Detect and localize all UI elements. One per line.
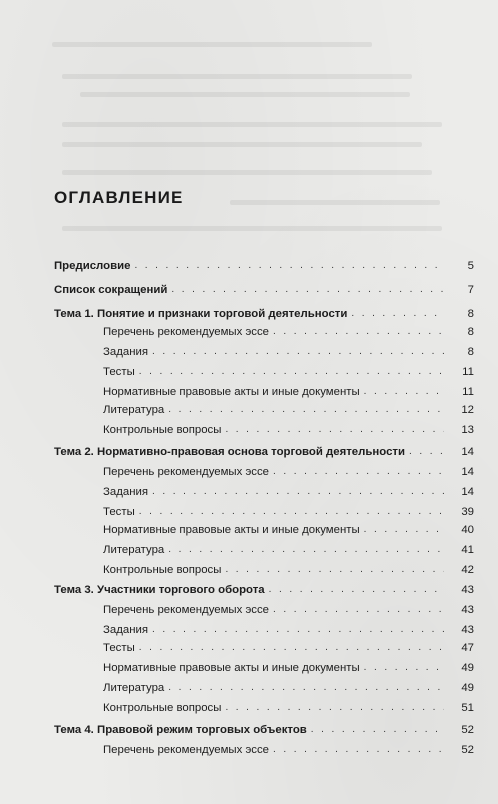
toc-entry-title: Литература [103, 682, 165, 694]
show-through-line [52, 42, 372, 47]
toc-entry-title: Задания [103, 624, 149, 636]
toc-entry-section [103, 637, 474, 655]
toc-entry-title: Задания [103, 486, 149, 498]
toc-page-number: 8 [467, 326, 474, 338]
toc-entry-section [103, 419, 474, 437]
toc-entry-chapter [54, 255, 474, 273]
toc-entry-chapter [54, 279, 474, 297]
dot-leader [273, 743, 444, 756]
toc-page-number: 43 [461, 584, 474, 596]
dot-leader [139, 641, 444, 654]
toc-entry-title: Тема 3. Участники торгового оборота [54, 584, 265, 596]
toc-page-number: 47 [461, 642, 474, 654]
toc-entry-title: Список сокращений [54, 284, 168, 296]
toc-entry-title: Литература [103, 544, 165, 556]
toc-page-number: 49 [461, 662, 474, 674]
toc-entry-section [103, 697, 474, 715]
toc-entry-section [103, 321, 474, 339]
dot-leader [364, 661, 444, 674]
toc-entry-section [103, 361, 474, 379]
toc-page-number: 12 [461, 404, 474, 416]
toc-page-number: 8 [467, 346, 474, 358]
toc-page-number: 40 [461, 524, 474, 536]
toc-entry-title: Предисловие [54, 260, 131, 272]
toc-entry-section [103, 399, 474, 417]
toc-page-number: 43 [461, 604, 474, 616]
toc-entry-section [103, 481, 474, 499]
toc-page-number: 52 [461, 744, 474, 756]
dot-leader [273, 325, 444, 338]
toc-entry-title: Перечень рекомендуемых эссе [103, 326, 270, 338]
dot-leader [225, 701, 444, 714]
show-through-line [230, 200, 440, 205]
toc-page-number: 7 [467, 284, 474, 296]
toc-entry-section [103, 519, 474, 537]
dot-leader [152, 345, 444, 358]
dot-leader [168, 543, 444, 556]
dot-leader [168, 403, 444, 416]
dot-leader [311, 723, 444, 736]
dot-leader [364, 385, 444, 398]
toc-entry-section [103, 677, 474, 695]
toc-entry-title: Перечень рекомендуемых эссе [103, 466, 270, 478]
toc-page-number: 13 [461, 424, 474, 436]
dot-leader [168, 681, 444, 694]
toc-entry-title: Задания [103, 346, 149, 358]
toc-entry-title: Контрольные вопросы [103, 702, 222, 714]
dot-leader [269, 583, 444, 596]
toc-page-number: 43 [461, 624, 474, 636]
toc-page-number: 52 [461, 724, 474, 736]
toc-page-number: 42 [461, 564, 474, 576]
dot-leader [139, 505, 444, 518]
toc-entry-title: Тема 4. Правовой режим торговых объектов [54, 724, 307, 736]
toc-page-number: 11 [462, 366, 474, 378]
dot-leader [351, 307, 444, 320]
dot-leader [225, 423, 444, 436]
dot-leader [152, 485, 444, 498]
toc-page-number: 49 [461, 682, 474, 694]
toc-entry-section [103, 657, 474, 675]
toc-page-number: 39 [461, 506, 474, 518]
toc-entry-title: Нормативные правовые акты и иные документы [103, 386, 360, 398]
toc-entry-title: Тесты [103, 366, 135, 378]
toc-entry-section [103, 599, 474, 617]
toc-entry-title: Перечень рекомендуемых эссе [103, 604, 270, 616]
toc-entry-section [103, 461, 474, 479]
toc-entry-title: Контрольные вопросы [103, 564, 222, 576]
toc-page-number: 14 [461, 446, 474, 458]
toc-page-number: 14 [461, 466, 474, 478]
toc-entry-section [103, 381, 474, 399]
show-through-line [62, 170, 432, 175]
toc-page-number: 51 [461, 702, 474, 714]
dot-leader [152, 623, 444, 636]
dot-leader [364, 523, 444, 536]
toc-entry-chapter [54, 303, 474, 321]
toc-entry-title: Тема 2. Нормативно-правовая основа торговой деятельности [54, 446, 405, 458]
dot-leader [225, 563, 444, 576]
toc-entry-chapter [54, 719, 474, 737]
toc-entry-title: Тесты [103, 642, 135, 654]
toc-page-number: 14 [461, 486, 474, 498]
toc-page-number: 5 [467, 260, 474, 272]
toc-page-number: 41 [461, 544, 474, 556]
dot-leader [171, 283, 444, 296]
toc-entry-title: Контрольные вопросы [103, 424, 222, 436]
show-through-line [62, 142, 422, 147]
toc-entry-title: Нормативные правовые акты и иные документы [103, 524, 360, 536]
toc-entry-title: Тесты [103, 506, 135, 518]
toc-entry-section [103, 501, 474, 519]
dot-leader [139, 365, 444, 378]
show-through-line [62, 74, 412, 79]
toc-entry-title: Перечень рекомендуемых эссе [103, 744, 270, 756]
toc-entry-title: Нормативные правовые акты и иные документы [103, 662, 360, 674]
toc-entry-section [103, 739, 474, 757]
toc-entry-section [103, 341, 474, 359]
toc-entry-chapter [54, 579, 474, 597]
show-through-line [62, 226, 442, 231]
dot-leader [134, 259, 444, 272]
show-through-line [62, 122, 442, 127]
toc-entry-section [103, 559, 474, 577]
toc-entry-chapter [54, 441, 474, 459]
toc-heading: ОГЛАВЛЕНИЕ [54, 188, 184, 207]
toc-entry-section [103, 539, 474, 557]
dot-leader [273, 603, 444, 616]
dot-leader [409, 445, 444, 458]
show-through-line [80, 92, 410, 97]
toc-page-number: 11 [462, 386, 474, 398]
dot-leader [273, 465, 444, 478]
toc-entry-title: Тема 1. Понятие и признаки торговой деятельности [54, 308, 348, 320]
toc-page-number: 8 [467, 308, 474, 320]
toc-entry-title: Литература [103, 404, 165, 416]
toc-entry-section [103, 619, 474, 637]
